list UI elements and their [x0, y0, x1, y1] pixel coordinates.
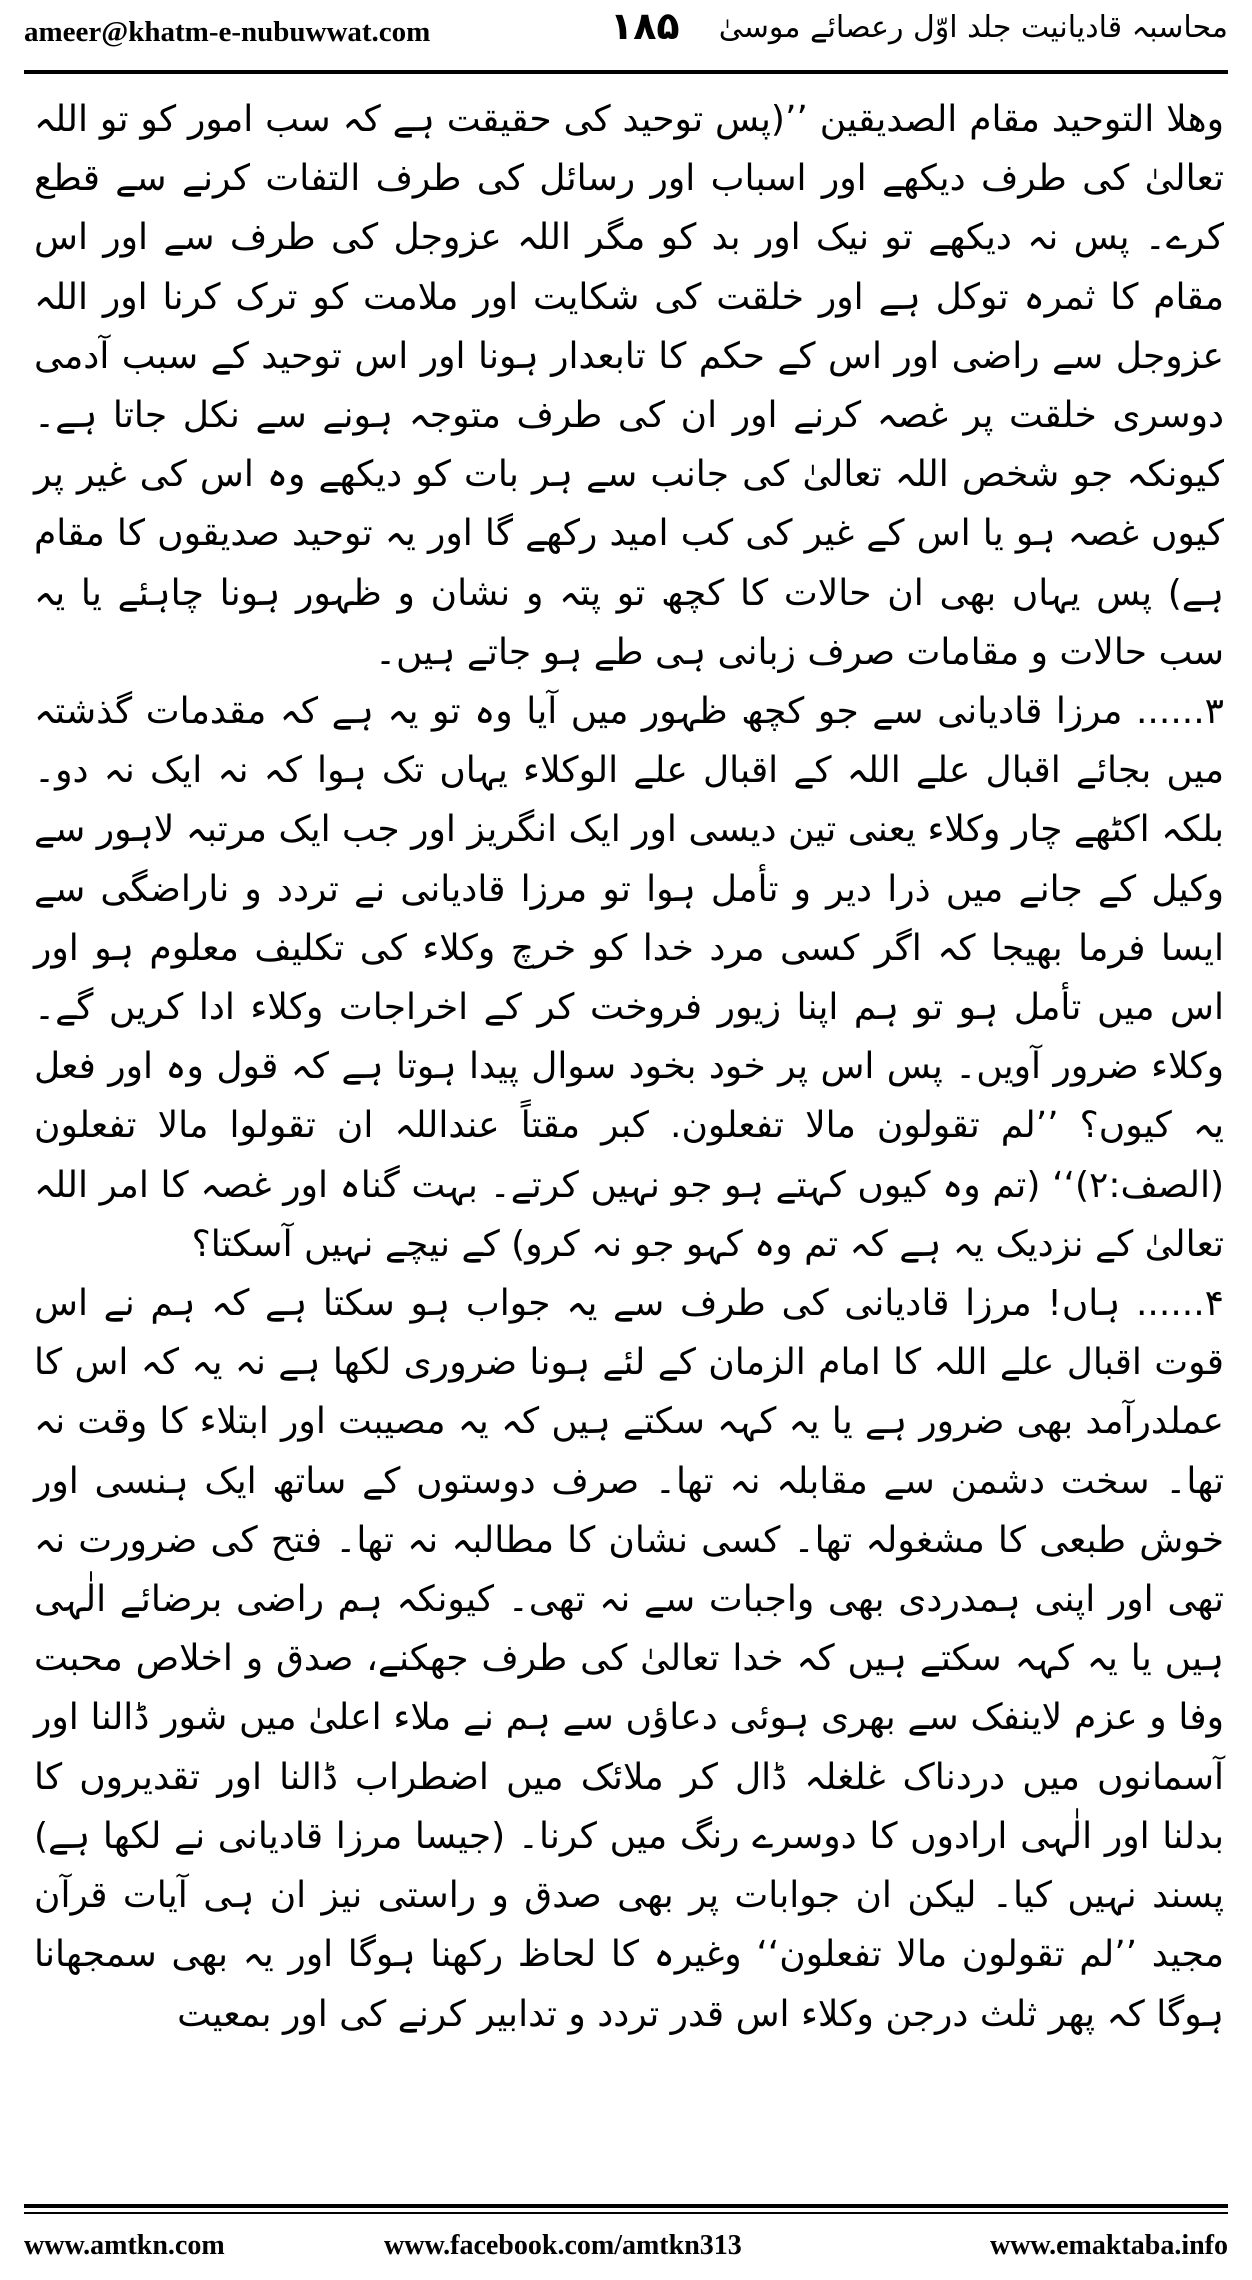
page-header: [24, 0, 1228, 72]
paragraph-1: وھلا التوحید مقام الصدیقین ’’(پس توحید کی حقیقت ہے کہ سب امور کو تو اللہ تعالیٰ کی طرف دیکھے اور اسباب اور رسائل کی طرف التفات کرنے سے قطع کرے۔ پس نہ دیکھے تو نیک اور بد کو مگر اللہ عزوجل کی طرف سے اور اس مقام کا ثمرہ توکل ہے اور خلقت کی شکایت اور ملامت کو ترک کرنا اور اللہ عزوجل سے راضی اور اس کے حکم کا تابعدار ہونا اور اس توحید کے سبب آدمی دوسری خلقت پر غصہ کرنے اور ان کی طرف متوجہ ہونے سے نکل جاتا ہے۔ کیونکہ جو شخص اللہ تعالیٰ کی جانب سے ہر بات کو دیکھے وہ اس کی غیر پر کیوں غصہ ہو یا اس کے غیر کی کب امید رکھے گا اور یہ توحید صدیقوں کا مقام ہے) پس یہاں بھی ان حالات کا کچھ تو پتہ و نشان و ظہور ہونا چاہئے یا یہ سب حالات و مقامات صرف زبانی ہی طے ہو جاتے ہیں۔: [34, 99, 1224, 673]
footer-link-emaktaba[interactable]: www.emaktaba.info: [989, 2230, 1228, 2261]
paragraph-3: ۴...... ہاں! مرزا قادیانی کی طرف سے یہ جواب ہو سکتا ہے کہ ہم نے اس قوت اقبال علے اللہ کا امام الزمان کے لئے ہونا ضروری لکھا ہے نہ یہ کہ اس کا عملدرآمد بھی ضرور ہے یا یہ کہہ سکتے ہیں کہ یہ مصیبت اور ابتلاء کا وقت نہ تھا۔ سخت دشمن سے مقابلہ نہ تھا۔ صرف دوستوں کے ساتھ ایک ہنسی اور خوش طبعی کا مشغولہ تھا۔ کسی نشان کا مطالبہ نہ تھا۔ فتح کی ضرورت نہ تھی اور اپنی ہمدردی بھی واجبات سے نہ تھی۔ کیونکہ ہم راضی برضائے الٰہی ہیں یا یہ کہہ سکتے ہیں کہ خدا تعالیٰ کی طرف جھکنے، صدق و اخلاص محبت وفا و عزم لاینفک سے بھری ہوئی دعاؤں سے ہم نے ملاء اعلیٰ میں شور ڈالنا اور آسمانوں میں دردناک غلغلہ ڈال کر ملائک میں اضطراب ڈالنا اور تقدیروں کا بدلنا اور الٰہی ارادوں کا دوسرے رنگ میں کرنا۔ (جیسا مرزا قادیانی نے لکھا ہے) پسند نہیں کیا۔ لیکن ان جوابات پر بھی صدق و راستی نیز ان ہی آیات قرآن مجید ’’لم تقولون مالا تفعلون‘‘ وغیرہ کا لحاظ رکھنا ہوگا اور یہ بھی سمجھانا ہوگا کہ پھر ثلث درجن وکلاء اس قدر تردد و تدابیر کرنے کی اور بمعیت: [34, 1283, 1224, 2035]
book-title: محاسبہ قادیانیت جلد اوّل رعصائے موسیٰ: [718, 10, 1228, 45]
paragraph-2: ۳...... مرزا قادیانی سے جو کچھ ظہور میں آیا وہ تو یہ ہے کہ مقدمات گذشتہ میں بجائے اقبال علے اللہ کے اقبال علے الوکلاء یہاں تک ہوا کہ نہ ایک نہ دو۔ بلکہ اکٹھے چار وکلاء یعنی تین دیسی اور ایک انگریز اور جب ایک مرتبہ لاہور سے وکیل کے جانے میں ذرا دیر و تأمل ہوا تو مرزا قادیانی نے تردد و ناراضگی سے ایسا فرما بھیجا کہ اگر کسی مرد خدا کو خرچ وکلاء کی تکلیف معلوم ہو اور اس میں تأمل ہو تو ہم اپنا زیور فروخت کر کے اخراجات وکلاء ادا کریں گے۔ وکلاء ضرور آویں۔ پس اس پر خود بخود سوال پیدا ہوتا ہے کہ قول وہ اور فعل یہ کیوں؟ ’’لم تقولون مالا تفعلون. کبر مقتاً عنداللہ ان تقولوا مالا تفعلون (الصف:۲)‘‘ (تم وہ کیوں کہتے ہو جو نہیں کرتے۔ بہت گناہ اور غصہ کا امر اللہ تعالیٰ کے نزدیک یہ ہے کہ تم وہ کہو جو نہ کرو) کے نیچے نہیں آسکتا؟: [34, 691, 1224, 1265]
page-number: ۱۸۵: [610, 4, 680, 48]
header-email: ameer@khatm-e-nubuwwat.com: [24, 16, 431, 48]
footer-link-facebook[interactable]: www.facebook.com/amtkn313: [384, 2230, 742, 2261]
footer-divider-thin: [24, 2212, 1228, 2214]
page-body: [34, 90, 1224, 2044]
footer-link-amtkn[interactable]: www.amtkn.com: [24, 2230, 225, 2261]
footer-divider-thick: [24, 2204, 1228, 2208]
header-divider: [24, 70, 1228, 74]
page-footer: [24, 2222, 1228, 2272]
